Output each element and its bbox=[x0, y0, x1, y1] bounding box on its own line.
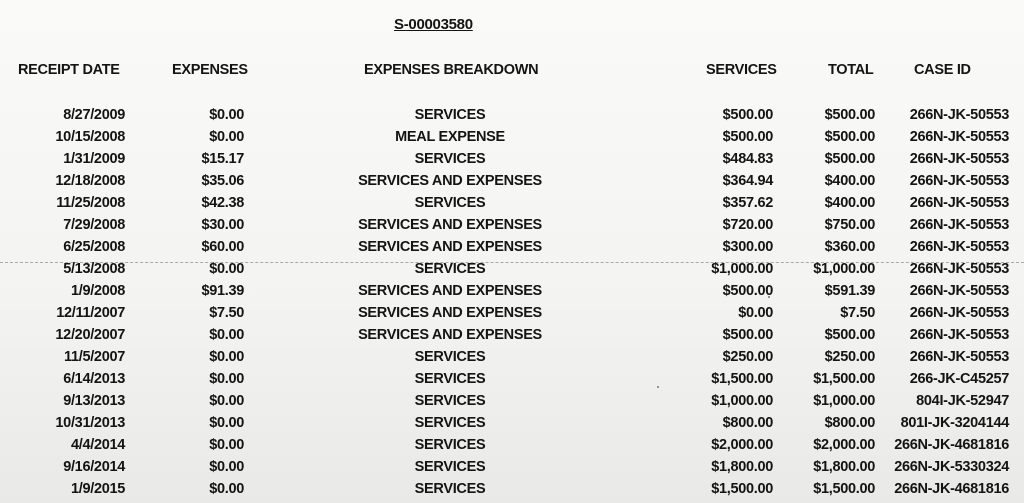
receipt-date-cell: 11/5/2007 bbox=[63, 349, 125, 365]
services-cell: $720.00 bbox=[722, 217, 773, 233]
services-cell: $1,500.00 bbox=[711, 371, 773, 387]
total-cell: $7.50 bbox=[840, 305, 875, 321]
receipt-date-cell: 4/4/2014 bbox=[70, 437, 125, 453]
case-id-cell: 266N-JK-50553 bbox=[909, 349, 1009, 365]
expenses-cell: $0.00 bbox=[209, 371, 244, 387]
table-row bbox=[0, 390, 1024, 412]
expenses-cell: $0.00 bbox=[209, 129, 244, 145]
breakdown-cell: SERVICES bbox=[414, 481, 486, 497]
expenses-cell: $0.00 bbox=[209, 437, 244, 453]
expenses-cell: $0.00 bbox=[209, 107, 244, 123]
breakdown-cell: SERVICES AND EXPENSES bbox=[358, 327, 542, 343]
total-cell: $1,500.00 bbox=[813, 371, 875, 387]
breakdown-cell: SERVICES AND EXPENSES bbox=[358, 305, 542, 321]
services-cell: $1,000.00 bbox=[711, 261, 773, 277]
receipt-date-cell: 12/20/2007 bbox=[55, 327, 125, 343]
breakdown-cell: SERVICES bbox=[414, 349, 486, 365]
services-cell: $500.00 bbox=[722, 327, 773, 343]
total-cell: $400.00 bbox=[824, 195, 875, 211]
breakdown-cell: SERVICES bbox=[414, 415, 486, 431]
breakdown-cell: SERVICES bbox=[414, 371, 486, 387]
receipt-date-cell: 1/31/2009 bbox=[63, 151, 125, 167]
table-row bbox=[0, 368, 1024, 390]
total-cell: $360.00 bbox=[824, 239, 875, 255]
breakdown-cell: SERVICES bbox=[414, 437, 486, 453]
table-row bbox=[0, 258, 1024, 280]
services-cell: $800.00 bbox=[722, 415, 773, 431]
total-cell: $500.00 bbox=[824, 107, 875, 123]
table-row bbox=[0, 170, 1024, 192]
table-row bbox=[0, 192, 1024, 214]
total-cell: $800.00 bbox=[824, 415, 875, 431]
breakdown-cell: SERVICES bbox=[414, 261, 486, 277]
table-row bbox=[0, 324, 1024, 346]
services-cell: $500.00 bbox=[722, 107, 773, 123]
breakdown-cell: SERVICES bbox=[414, 393, 486, 409]
services-cell: $484.83 bbox=[722, 151, 773, 167]
total-cell: $1,800.00 bbox=[813, 459, 875, 475]
receipt-date-cell: 8/27/2009 bbox=[63, 107, 125, 123]
receipt-date-cell: 10/15/2008 bbox=[55, 129, 125, 145]
receipt-date-cell: 5/13/2008 bbox=[63, 261, 125, 277]
receipt-date-cell: 12/11/2007 bbox=[56, 305, 125, 321]
table-row bbox=[0, 148, 1024, 170]
expenses-cell: $15.17 bbox=[201, 151, 244, 167]
breakdown-cell: SERVICES AND EXPENSES bbox=[358, 217, 542, 233]
table-row bbox=[0, 280, 1024, 302]
receipt-date-cell: 6/25/2008 bbox=[63, 239, 125, 255]
case-id-cell: 266N-JK-50553 bbox=[909, 173, 1009, 189]
total-cell: $750.00 bbox=[824, 217, 875, 233]
expenses-cell: $0.00 bbox=[209, 481, 244, 497]
receipt-date-cell: 9/13/2013 bbox=[63, 393, 125, 409]
total-cell: $500.00 bbox=[824, 327, 875, 343]
receipt-date-cell: 6/14/2013 bbox=[63, 371, 125, 387]
total-cell: $500.00 bbox=[824, 129, 875, 145]
case-id-cell: 266N-JK-4681816 bbox=[894, 481, 1009, 497]
services-cell: $1,800.00 bbox=[711, 459, 773, 475]
breakdown-cell: SERVICES AND EXPENSES bbox=[358, 283, 542, 299]
header-case-id: CASE ID bbox=[914, 62, 971, 78]
expenses-cell: $0.00 bbox=[209, 415, 244, 431]
table-row bbox=[0, 456, 1024, 478]
case-id-cell: 266N-JK-50553 bbox=[909, 195, 1009, 211]
services-cell: $1,000.00 bbox=[711, 393, 773, 409]
total-cell: $1,500.00 bbox=[813, 481, 875, 497]
total-cell: $400.00 bbox=[824, 173, 875, 189]
total-cell: $591.39 bbox=[824, 283, 875, 299]
expenses-cell: $60.00 bbox=[201, 239, 244, 255]
case-id-cell: 266N-JK-50553 bbox=[909, 305, 1009, 321]
breakdown-cell: SERVICES AND EXPENSES bbox=[358, 239, 542, 255]
receipt-date-cell: 1/9/2015 bbox=[70, 481, 125, 497]
expenses-cell: $42.38 bbox=[201, 195, 244, 211]
table-row bbox=[0, 126, 1024, 148]
services-cell: $500.00 bbox=[722, 283, 773, 299]
services-cell: $0.00 bbox=[738, 305, 773, 321]
table-row bbox=[0, 214, 1024, 236]
header-receipt-date: RECEIPT DATE bbox=[18, 62, 120, 78]
receipt-date-cell: 1/9/2008 bbox=[70, 283, 125, 299]
expenses-cell: $0.00 bbox=[209, 459, 244, 475]
expenses-cell: $0.00 bbox=[209, 327, 244, 343]
expenses-cell: $0.00 bbox=[209, 349, 244, 365]
document-id: S-00003580 bbox=[394, 16, 473, 33]
total-cell: $1,000.00 bbox=[813, 393, 875, 409]
services-cell: $300.00 bbox=[722, 239, 773, 255]
table-row bbox=[0, 412, 1024, 434]
table-row bbox=[0, 104, 1024, 126]
expenses-cell: $91.39 bbox=[201, 283, 244, 299]
header-breakdown: EXPENSES BREAKDOWN bbox=[364, 62, 539, 78]
breakdown-cell: SERVICES bbox=[414, 459, 486, 475]
case-id-cell: 266N-JK-4681816 bbox=[894, 437, 1009, 453]
case-id-cell: 266N-JK-50553 bbox=[909, 283, 1009, 299]
case-id-cell: 266N-JK-50553 bbox=[909, 261, 1009, 277]
breakdown-cell: MEAL EXPENSE bbox=[395, 129, 505, 145]
receipt-table bbox=[0, 104, 1024, 500]
header-expenses: EXPENSES bbox=[172, 62, 248, 78]
case-id-cell: 266N-JK-50553 bbox=[909, 239, 1009, 255]
expenses-cell: $0.00 bbox=[209, 393, 244, 409]
breakdown-cell: SERVICES bbox=[414, 107, 486, 123]
case-id-cell: 266N-JK-50553 bbox=[909, 107, 1009, 123]
receipt-date-cell: 12/18/2008 bbox=[55, 173, 125, 189]
table-row bbox=[0, 478, 1024, 500]
case-id-cell: 266N-JK-50553 bbox=[909, 327, 1009, 343]
services-cell: $250.00 bbox=[722, 349, 773, 365]
header-services: SERVICES bbox=[706, 62, 777, 78]
services-cell: $364.94 bbox=[722, 173, 773, 189]
total-cell: $250.00 bbox=[824, 349, 875, 365]
table-row bbox=[0, 434, 1024, 456]
services-cell: $2,000.00 bbox=[711, 437, 773, 453]
total-cell: $1,000.00 bbox=[813, 261, 875, 277]
receipt-date-cell: 7/29/2008 bbox=[63, 217, 125, 233]
services-cell: $357.62 bbox=[722, 195, 773, 211]
table-row bbox=[0, 346, 1024, 368]
services-cell: $1,500.00 bbox=[711, 481, 773, 497]
breakdown-cell: SERVICES bbox=[414, 151, 486, 167]
header-total: TOTAL bbox=[828, 62, 874, 78]
breakdown-cell: SERVICES AND EXPENSES bbox=[358, 173, 542, 189]
case-id-cell: 266-JK-C45257 bbox=[909, 371, 1009, 387]
expenses-cell: $7.50 bbox=[209, 305, 244, 321]
case-id-cell: 266N-JK-50553 bbox=[909, 217, 1009, 233]
case-id-cell: 801I-JK-3204144 bbox=[900, 415, 1009, 431]
receipt-date-cell: 10/31/2013 bbox=[55, 415, 125, 431]
receipt-date-cell: 11/25/2008 bbox=[56, 195, 125, 211]
breakdown-cell: SERVICES bbox=[414, 195, 486, 211]
expenses-cell: $35.06 bbox=[201, 173, 244, 189]
total-cell: $2,000.00 bbox=[813, 437, 875, 453]
expenses-cell: $30.00 bbox=[201, 217, 244, 233]
receipt-date-cell: 9/16/2014 bbox=[63, 459, 125, 475]
case-id-cell: 804I-JK-52947 bbox=[916, 393, 1009, 409]
expenses-cell: $0.00 bbox=[209, 261, 244, 277]
table-row bbox=[0, 302, 1024, 324]
total-cell: $500.00 bbox=[824, 151, 875, 167]
table-row bbox=[0, 236, 1024, 258]
case-id-cell: 266N-JK-5330324 bbox=[894, 459, 1009, 475]
services-cell: $500.00 bbox=[722, 129, 773, 145]
case-id-cell: 266N-JK-50553 bbox=[909, 151, 1009, 167]
case-id-cell: 266N-JK-50553 bbox=[909, 129, 1009, 145]
